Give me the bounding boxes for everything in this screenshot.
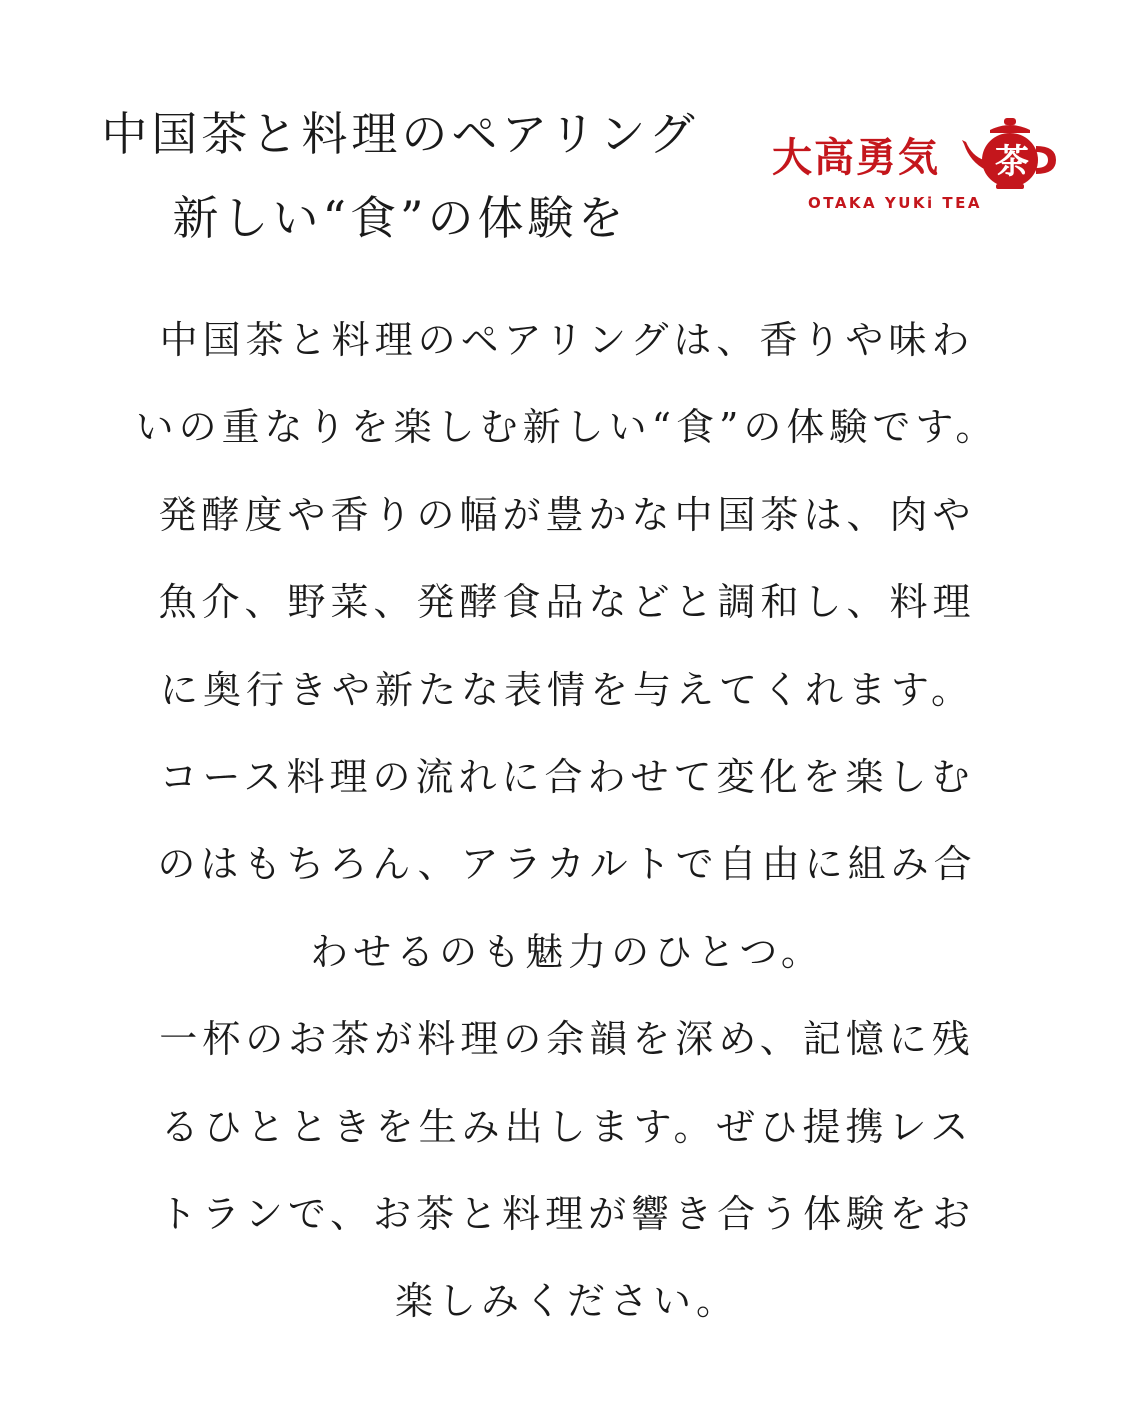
body-line: いの重なりを楽しむ新しい“食”の体験です。 (135, 405, 999, 450)
body-line: 一杯のお茶が料理の余韻を深め、記憶に残 (159, 1017, 975, 1062)
body-line: るひとときを生み出します。ぜひ提携レス (160, 1104, 974, 1149)
body-line: のはもちろん、アラカルトで自由に組み合 (157, 842, 977, 887)
body-line: 中国茶と料理のペアリングは、香りや味わ (159, 318, 975, 362)
brand-logo (770, 112, 1070, 222)
headline (60, 92, 740, 260)
body-line: トランで、お茶と料理が響き合う体験をお (158, 1192, 976, 1237)
body-line: 魚介、野菜、発酵食品などと調和し、料理 (158, 580, 976, 625)
body-line: 楽しみください。 (394, 1279, 739, 1324)
body-text (60, 297, 1074, 1346)
body-line: わせるのも魅力のひとつ。 (310, 929, 824, 974)
logo-kanji: 大高勇気 (772, 135, 940, 181)
logo-mark (770, 112, 1070, 192)
logo-tea-character: 茶 (995, 142, 1029, 182)
headline-line-2: 新しい“食”の体験を (172, 191, 628, 245)
logo-latin-text: OTAKA YUKi TEA (808, 194, 982, 212)
body-line: 発酵度や香りの幅が豊かな中国茶は、肉や (158, 492, 976, 537)
body-line: コース料理の流れに合わせて変化を楽しむ (159, 755, 975, 800)
headline-line-1: 中国茶と料理のペアリング (101, 107, 699, 161)
body-line: に奥行きや新たな表情を与えてくれます。 (160, 667, 974, 712)
